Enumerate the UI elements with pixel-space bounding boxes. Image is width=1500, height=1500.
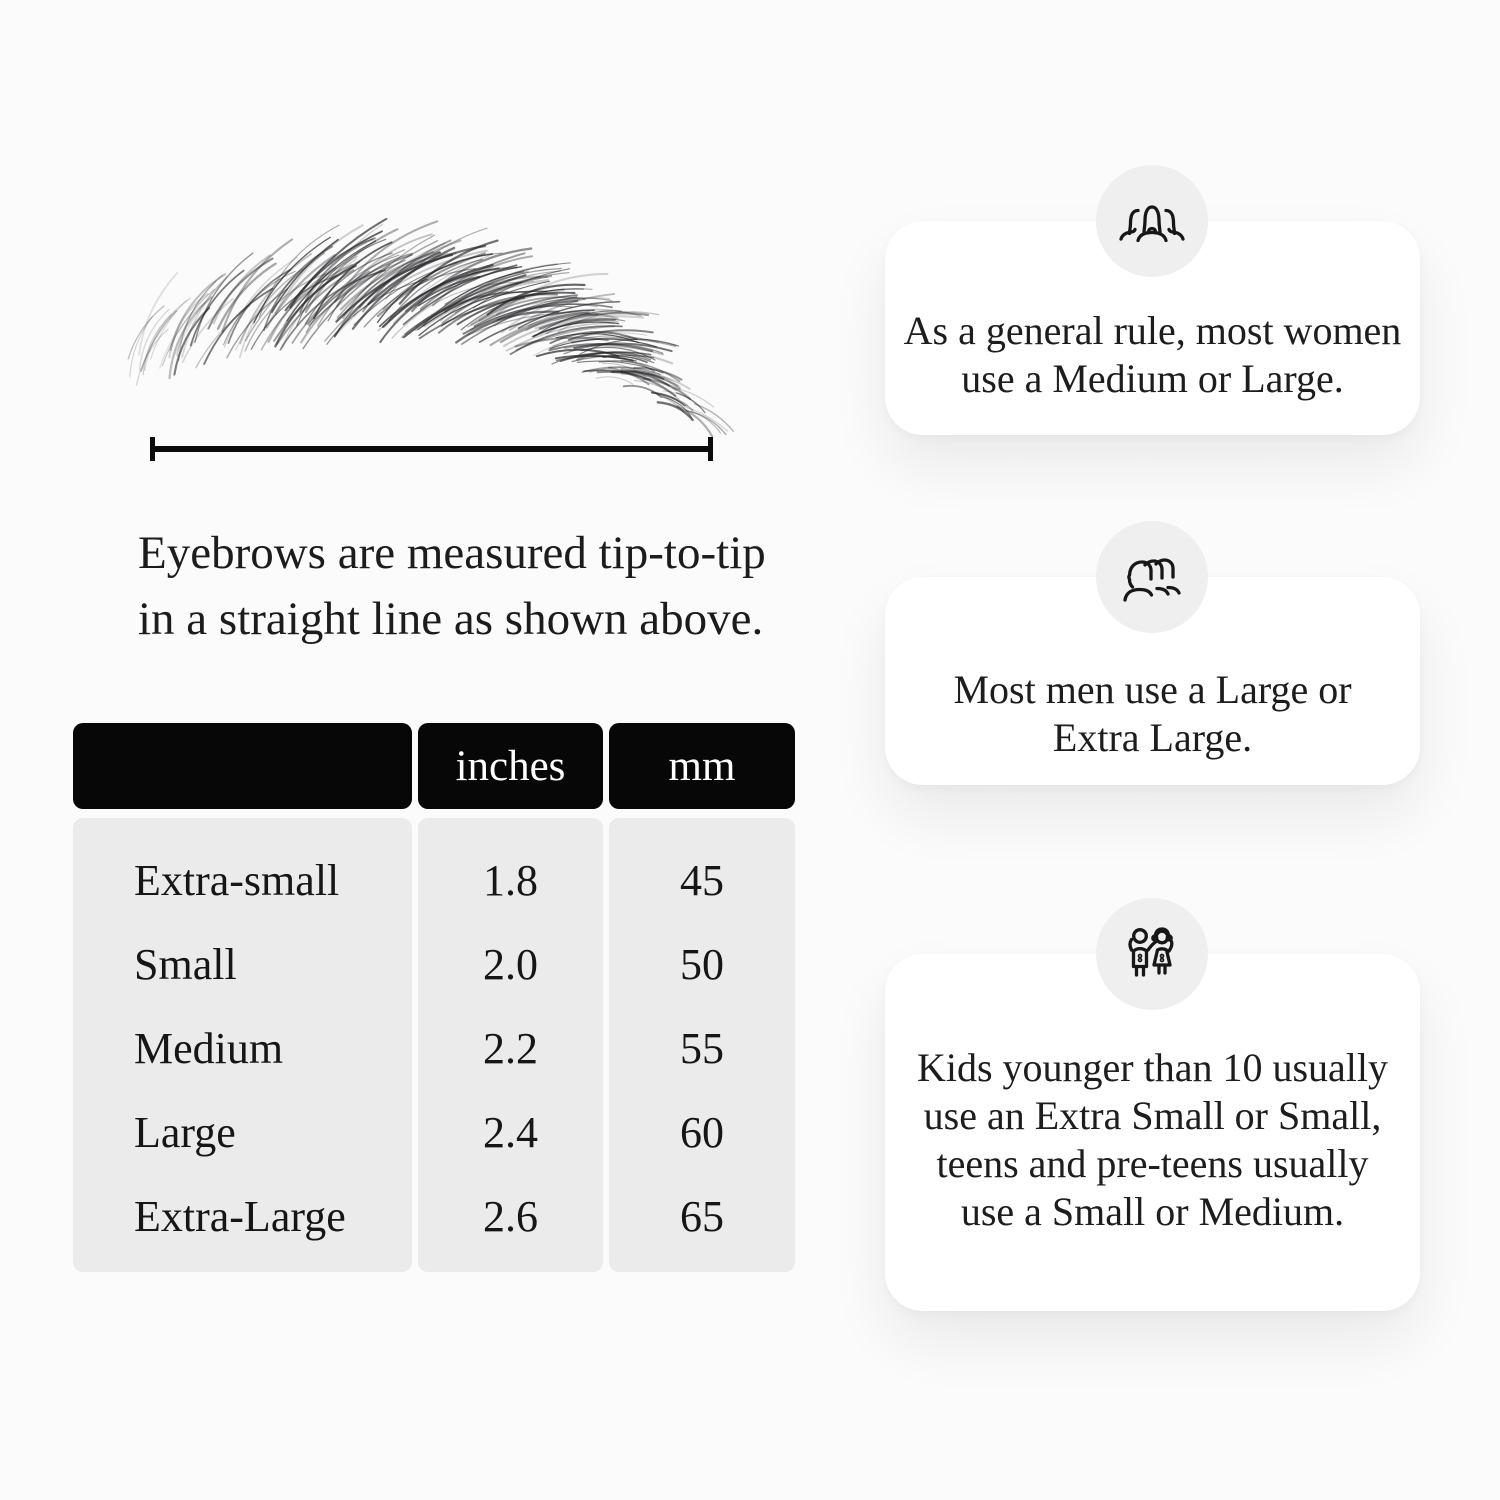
size-table-header-row	[73, 723, 795, 809]
inches-value: 2.4	[483, 1107, 538, 1157]
size-label: Large	[134, 1107, 236, 1157]
measurement-caption-line1: Eyebrows are measured tip-to-tip	[138, 527, 766, 579]
mm-value: 60	[680, 1107, 724, 1157]
size-table-header-inches: inches	[418, 723, 603, 809]
women-group-icon	[1117, 197, 1187, 245]
size-table-inches-column	[418, 818, 603, 1272]
size-label: Extra-Large	[134, 1191, 346, 1241]
size-label: Extra-small	[134, 855, 340, 905]
inches-value: 2.6	[483, 1191, 538, 1241]
size-label: Small	[134, 939, 237, 989]
info-card-kids-text: Kids younger than 10 usually use an Extra Small or Small, teens and pre-teens usually use a Small or Medium.	[916, 1045, 1389, 1234]
eyebrow-sketch-image	[105, 218, 750, 443]
women-icon-badge	[1096, 165, 1208, 277]
measurement-line	[150, 437, 713, 461]
mm-value: 65	[680, 1191, 724, 1241]
size-table-body	[73, 818, 795, 1272]
mm-value: 55	[680, 1023, 724, 1073]
kids-icon-badge	[1096, 898, 1208, 1010]
size-table	[73, 723, 795, 1272]
measurement-caption-line2: in a straight line as shown above.	[138, 593, 764, 645]
inches-value: 2.0	[483, 939, 538, 989]
mm-value: 50	[680, 939, 724, 989]
info-card-men-text: Most men use a Large or Extra Large.	[953, 667, 1352, 760]
info-card-women-text: As a general rule, most women use a Medium or Large.	[903, 308, 1402, 401]
size-table-header-blank	[73, 723, 412, 809]
inches-value: 2.2	[483, 1023, 538, 1073]
size-table-mm-column	[609, 818, 795, 1272]
mm-value: 45	[680, 855, 724, 905]
men-group-icon	[1115, 552, 1189, 602]
measurement-line-bar	[150, 446, 713, 452]
size-table-label-column	[73, 818, 412, 1272]
men-icon-badge	[1096, 521, 1208, 633]
kids-icon	[1119, 925, 1185, 983]
measurement-caption	[138, 520, 766, 652]
measurement-line-right-cap	[708, 437, 713, 461]
inches-value: 1.8	[483, 855, 538, 905]
size-label: Medium	[134, 1023, 284, 1073]
size-table-header-mm: mm	[609, 723, 795, 809]
